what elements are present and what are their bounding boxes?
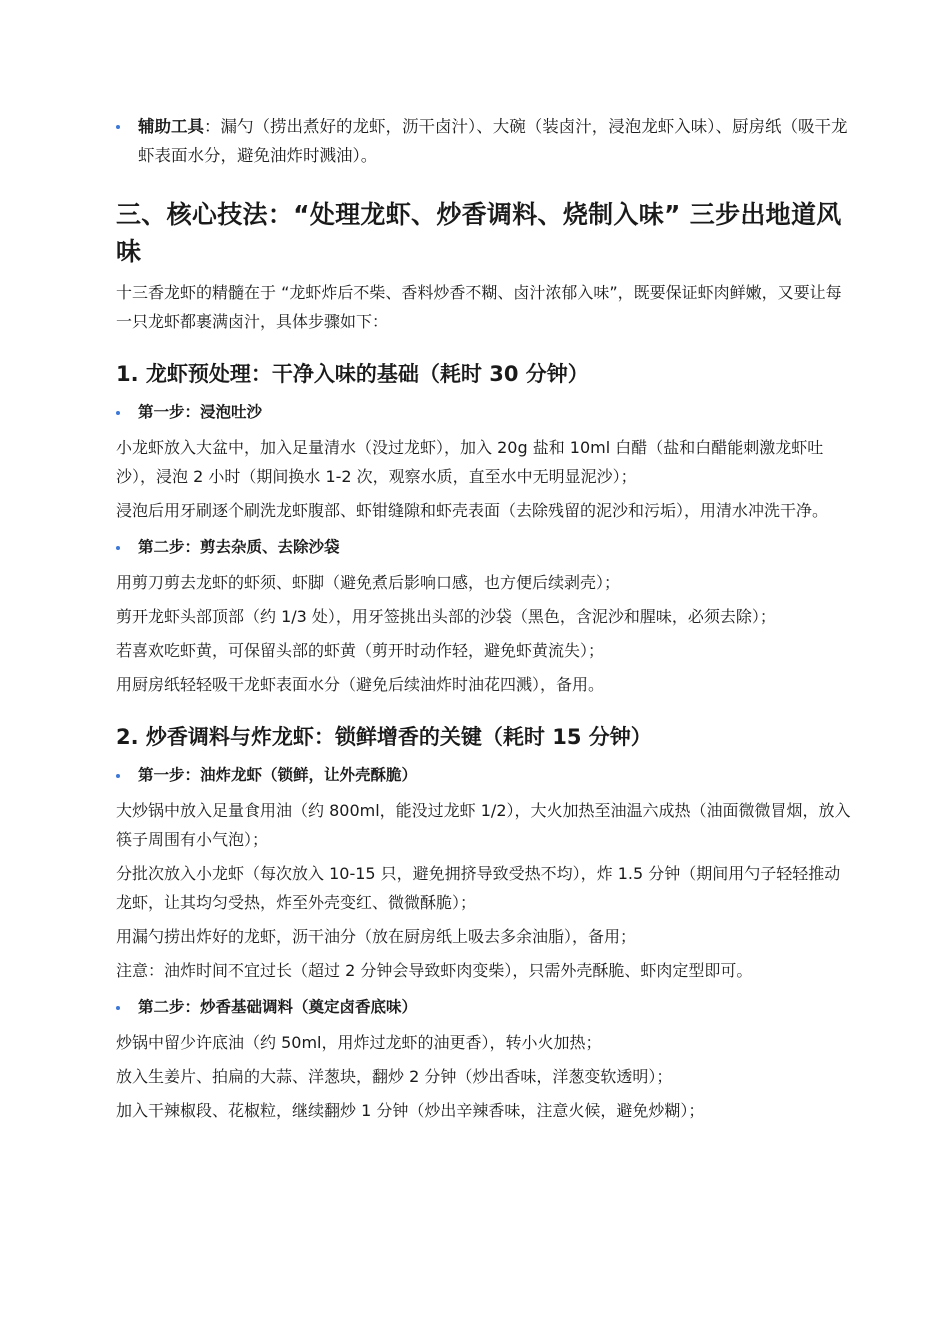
tools-list-item: [116, 112, 851, 170]
paragraph: 炒锅中留少许底油（约 50ml，用炸过龙虾的油更香），转小火加热；: [116, 1033, 602, 1052]
part2-step1-label: [116, 761, 851, 790]
bullet-icon: [116, 411, 120, 415]
document-page: [116, 112, 851, 1130]
paragraph: 分批次放入小龙虾（每次放入 10-15 只，避免拥挤导致受热不均），炸 1.5 分钟（期间用勺子轻轻推动龙虾，让其均匀受热，炸至外壳变红、微微酥脆）；: [116, 864, 841, 912]
paragraph: 小龙虾放入大盆中，加入足量清水（没过龙虾），加入 20g 盐和 10ml 白醋（盐和白醋能刺激龙虾吐沙），浸泡 2 小时（期间换水 1-2 次，观察水质，直至水中无明显泥沙）；: [116, 438, 824, 486]
paragraph: 剪开龙虾头部顶部（约 1/3 处），用牙签挑出头部的沙袋（黑色，含泥沙和腥味，必须去除）；: [116, 607, 776, 626]
step-label-text: 第一步：浸泡吐沙: [138, 403, 263, 421]
paragraph: 浸泡后用牙刷逐个刷洗龙虾腹部、虾钳缝隙和虾壳表面（去除残留的泥沙和污垢），用清水冲洗干净。: [116, 501, 829, 520]
step-label-text: 第一步：油炸龙虾（锁鲜，让外壳酥脆）: [138, 766, 418, 784]
bullet-icon: [116, 125, 120, 129]
paragraph: 加入干辣椒段、花椒粒，继续翻炒 1 分钟（炒出辛辣香味，注意火候，避免炒糊）；: [116, 1101, 705, 1120]
section3-intro: 十三香龙虾的精髓在于 “龙虾炸后不柴、香料炒香不糊、卤汁浓郁入味”，既要保证虾肉鲜嫩，又要让每一只龙虾都裹满卤汁，具体步骤如下：: [116, 283, 842, 331]
section3-heading: 三、核心技法：“处理龙虾、炒香调料、烧制入味” 三步出地道风味: [116, 200, 842, 266]
bullet-icon: [116, 546, 120, 550]
part2-heading: 2. 炒香调料与炸龙虾：锁鲜增香的关键（耗时 15 分钟）: [116, 725, 652, 749]
paragraph: 用漏勺捞出炸好的龙虾，沥干油分（放在厨房纸上吸去多余油脂），备用；: [116, 927, 637, 946]
paragraph: 用剪刀剪去龙虾的虾须、虾脚（避免煮后影响口感，也方便后续剥壳）；: [116, 573, 621, 592]
part2-step2-label: [116, 993, 851, 1022]
part1-step1-label: [116, 398, 851, 427]
paragraph: 大炒锅中放入足量食用油（约 800ml，能没过龙虾 1/2），大火加热至油温六成热（油面微微冒烟，放入筷子周围有小气泡）；: [116, 801, 851, 849]
bullet-icon: [116, 1006, 120, 1010]
step-label-text: 第二步：剪去杂质、去除沙袋: [138, 538, 340, 556]
tools-label: 辅助工具: [138, 117, 204, 136]
tools-text: ：漏勺（捞出煮好的龙虾，沥干卤汁）、大碗（装卤汁，浸泡龙虾入味）、厨房纸（吸干龙虾表面水分，避免油炸时溅油）。: [138, 117, 848, 165]
step-label-text: 第二步：炒香基础调料（奠定卤香底味）: [138, 998, 418, 1016]
paragraph: 若喜欢吃虾黄，可保留头部的虾黄（剪开时动作轻，避免虾黄流失）；: [116, 641, 605, 660]
bullet-icon: [116, 774, 120, 778]
paragraph: 放入生姜片、拍扁的大蒜、洋葱块，翻炒 2 分钟（炒出香味，洋葱变软透明）；: [116, 1067, 673, 1086]
part1-step2-label: [116, 533, 851, 562]
paragraph: 用厨房纸轻轻吸干龙虾表面水分（避免后续油炸时油花四溅），备用。: [116, 675, 605, 694]
paragraph: 注意：油炸时间不宜过长（超过 2 分钟会导致虾肉变柴），只需外壳酥脆、虾肉定型即可。: [116, 961, 753, 980]
part1-heading: 1. 龙虾预处理：干净入味的基础（耗时 30 分钟）: [116, 362, 589, 386]
